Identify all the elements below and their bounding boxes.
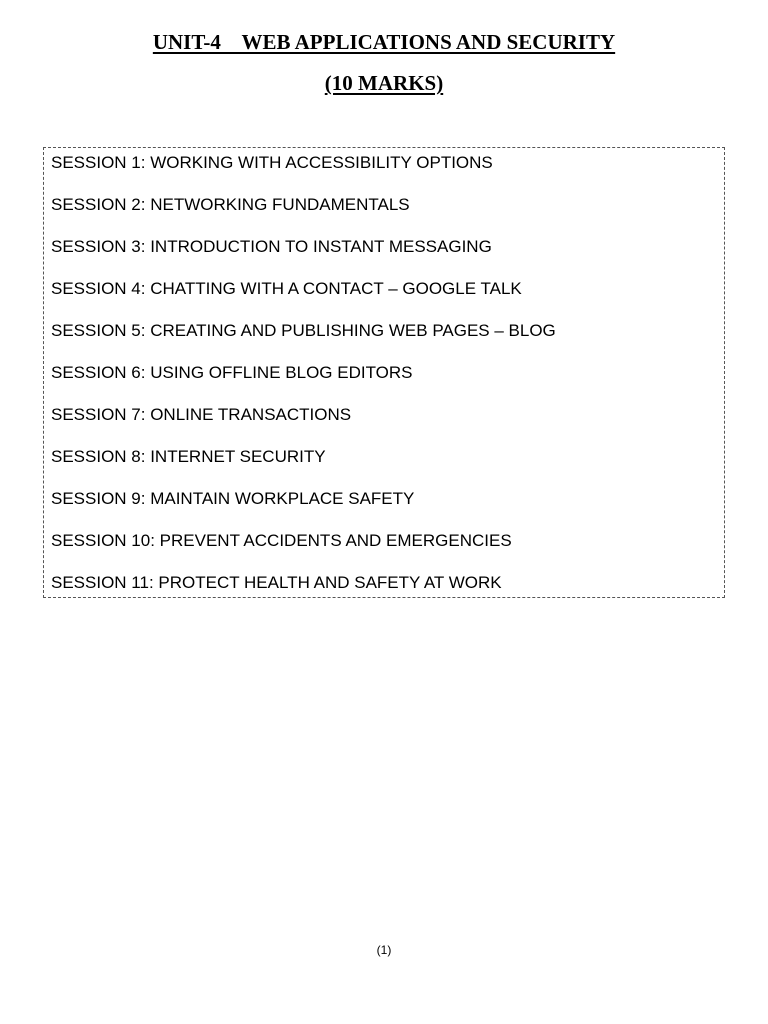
marks-subtitle: (10 MARKS) xyxy=(324,71,444,95)
session-list-box xyxy=(43,147,725,598)
unit-title: UNIT-4 WEB APPLICATIONS AND SECURITY xyxy=(152,30,616,54)
session-item-6: SESSION 6: USING OFFLINE BLOG EDITORS xyxy=(51,363,413,382)
session-item-4: SESSION 4: CHATTING WITH A CONTACT – GOOGLE TALK xyxy=(51,279,522,298)
session-item-9: SESSION 9: MAINTAIN WORKPLACE SAFETY xyxy=(51,489,415,508)
session-item-7: SESSION 7: ONLINE TRANSACTIONS xyxy=(51,405,352,424)
session-item-10: SESSION 10: PREVENT ACCIDENTS AND EMERGENCIES xyxy=(51,531,512,550)
session-item-5: SESSION 5: CREATING AND PUBLISHING WEB PAGES – BLOG xyxy=(51,321,556,340)
session-item-11: SESSION 11: PROTECT HEALTH AND SAFETY AT WORK xyxy=(51,573,502,592)
session-item-2: SESSION 2: NETWORKING FUNDAMENTALS xyxy=(51,195,410,214)
page-number: (1) xyxy=(376,943,392,957)
session-item-3: SESSION 3: INTRODUCTION TO INSTANT MESSAGING xyxy=(51,237,492,256)
session-item-1: SESSION 1: WORKING WITH ACCESSIBILITY OPTIONS xyxy=(51,153,493,172)
session-item-8: SESSION 8: INTERNET SECURITY xyxy=(51,447,326,466)
